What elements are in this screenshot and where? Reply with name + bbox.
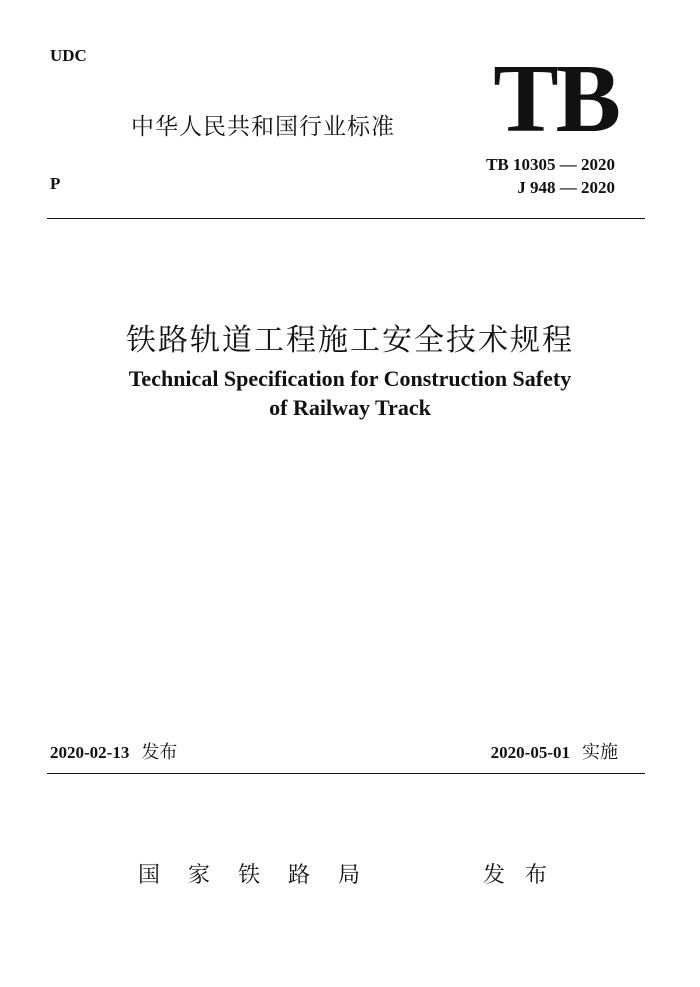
effective-date-block (491, 738, 618, 764)
classification-code: P (50, 174, 61, 193)
title-english-line2: of Railway Track (269, 395, 431, 420)
effective-label: 实施 (582, 742, 618, 763)
dates-row (50, 738, 618, 766)
issue-label: 发布 (483, 863, 568, 888)
issuer-row (0, 858, 700, 890)
standard-codes (486, 153, 615, 199)
bottom-divider (47, 773, 645, 774)
industry-standard-heading: 中华人民共和国行业标准 (131, 114, 395, 140)
title-chinese: 铁路轨道工程施工安全技术规程 (126, 323, 574, 358)
publish-date: 2020-02-13 (50, 743, 130, 762)
top-divider (47, 218, 645, 219)
title-english-line1: Technical Specification for Construction Safety (128, 366, 572, 391)
title-english (0, 364, 700, 422)
publish-label: 发布 (141, 742, 178, 763)
udc-label: UDC (50, 46, 87, 65)
tb-logo: TB (493, 45, 618, 153)
issuer-name: 国家铁路局 (138, 863, 389, 888)
publish-date-block (50, 738, 177, 764)
effective-date: 2020-05-01 (490, 743, 570, 762)
code-primary: TB 10305 — 2020 (486, 155, 615, 174)
code-secondary: J 948 — 2020 (517, 178, 615, 197)
